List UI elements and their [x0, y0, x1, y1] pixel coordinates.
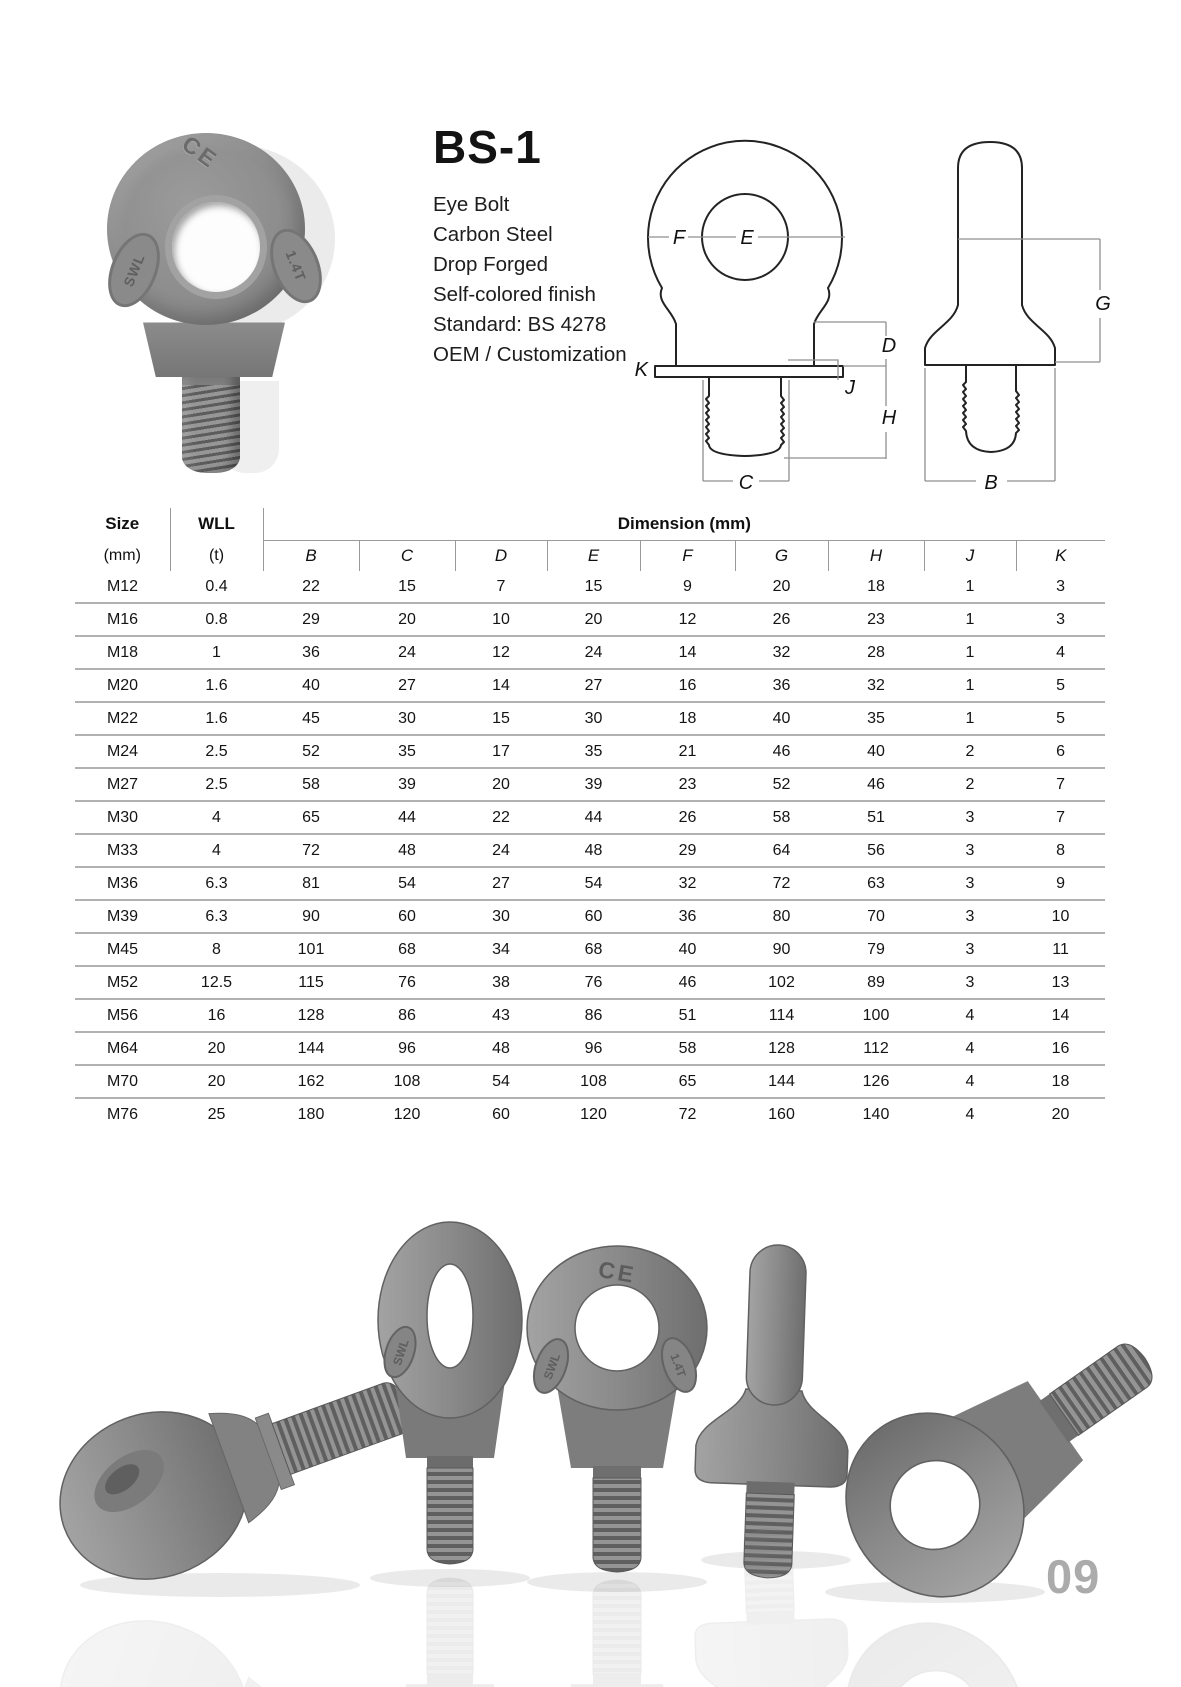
col-header-size-unit: (mm)	[75, 541, 170, 572]
dim-cell: 16	[640, 669, 735, 702]
dim-cell: 15	[359, 571, 455, 603]
dim-label-D: D	[881, 335, 897, 357]
dim-cell: 3	[1016, 603, 1105, 636]
dim-cell: 115	[263, 966, 359, 999]
dim-cell: 3	[924, 933, 1016, 966]
table-row	[75, 702, 1105, 735]
front-collar-plate	[655, 366, 843, 377]
dim-cell: 35	[547, 735, 640, 768]
dim-cell: 12	[640, 603, 735, 636]
table-row	[75, 768, 1105, 801]
dim-cell: 65	[640, 1065, 735, 1098]
wll-cell: 0.4	[170, 571, 263, 603]
dim-cell: 20	[547, 603, 640, 636]
dim-label-E: E	[740, 227, 754, 249]
dim-cell: 9	[1016, 867, 1105, 900]
eyebolt-lying-left	[36, 1326, 434, 1605]
dim-cell: 16	[1016, 1032, 1105, 1065]
dim-cell: 3	[924, 867, 1016, 900]
dim-label-H: H	[881, 407, 897, 429]
dim-cell: 52	[735, 768, 828, 801]
col-header-H: H	[828, 541, 924, 572]
dim-cell: 14	[640, 636, 735, 669]
dim-cell: 81	[263, 867, 359, 900]
col-header-D: D	[455, 541, 547, 572]
size-cell: M30	[75, 801, 170, 834]
dim-cell: 100	[828, 999, 924, 1032]
wll-cell: 1.6	[170, 702, 263, 735]
dim-cell: 54	[455, 1065, 547, 1098]
dim-cell: 27	[547, 669, 640, 702]
dim-cell: 3	[924, 900, 1016, 933]
ce-marking: CE	[177, 130, 224, 174]
dim-cell: 20	[359, 603, 455, 636]
dim-cell: 20	[735, 571, 828, 603]
page-number: 09	[1046, 1550, 1101, 1603]
dim-cell: 18	[1016, 1065, 1105, 1098]
dim-cell: 79	[828, 933, 924, 966]
ce-marking: CE	[596, 1255, 639, 1289]
size-cell: M24	[75, 735, 170, 768]
wll-cell: 16	[170, 999, 263, 1032]
dim-cell: 180	[297, 1105, 325, 1123]
dim-cell: 27	[455, 867, 547, 900]
dim-cell: 34	[455, 933, 547, 966]
dim-cell: 144	[735, 1065, 828, 1098]
dim-cell: 1	[924, 571, 1016, 603]
spec-table	[75, 508, 1105, 1130]
table-row	[75, 966, 1105, 999]
wll-marking: 1.4T	[667, 1351, 689, 1380]
table-row	[75, 900, 1105, 933]
size-cell: M52	[75, 966, 170, 999]
dim-cell: 36	[263, 636, 359, 669]
col-header-C: C	[359, 541, 455, 572]
col-header-K: K	[1016, 541, 1105, 572]
dim-cell: 72	[678, 1105, 697, 1123]
dim-cell: 36	[640, 900, 735, 933]
dim-cell: 140	[862, 1105, 890, 1123]
dim-cell: 58	[640, 1032, 735, 1065]
dim-cell: 2	[924, 735, 1016, 768]
dim-cell: 17	[455, 735, 547, 768]
dim-cell: 101	[263, 933, 359, 966]
dim-cell: 60	[547, 900, 640, 933]
table-row	[75, 735, 1105, 768]
dim-cell: 15	[455, 702, 547, 735]
dim-cell: 1	[924, 669, 1016, 702]
dim-cell: 28	[828, 636, 924, 669]
dim-cell: 48	[359, 834, 455, 867]
table-row	[75, 669, 1105, 702]
eyebolt-upright-large	[527, 1246, 707, 1572]
product-model: BS-1	[433, 121, 542, 173]
wll-cell: 1.6	[170, 669, 263, 702]
dim-cell: 30	[547, 702, 640, 735]
dim-cell: 128	[735, 1032, 828, 1065]
dim-cell: 3	[1016, 571, 1105, 603]
dim-cell: 162	[263, 1065, 359, 1098]
dim-cell: 72	[263, 834, 359, 867]
table-row	[75, 1065, 1105, 1098]
dim-cell: 54	[359, 867, 455, 900]
size-cell: M16	[75, 603, 170, 636]
wll-cell: 20	[170, 1065, 263, 1098]
front-view	[635, 141, 897, 494]
dim-cell: 20	[455, 768, 547, 801]
table-row	[75, 1032, 1105, 1065]
eyebolt-upright-slot	[378, 1222, 522, 1564]
size-cell: M20	[75, 669, 170, 702]
dim-cell: 11	[1016, 933, 1105, 966]
dim-cell: 40	[735, 702, 828, 735]
side-body	[925, 142, 1055, 365]
description-line: Self-colored finish	[433, 283, 596, 306]
swl-marking: SWL	[390, 1337, 412, 1368]
dim-cell: 24	[359, 636, 455, 669]
dim-cell: 48	[547, 834, 640, 867]
dim-cell: 1	[924, 636, 1016, 669]
wll-cell: 20	[170, 1032, 263, 1065]
dim-cell: 43	[455, 999, 547, 1032]
dim-cell: 52	[263, 735, 359, 768]
dim-cell: 38	[455, 966, 547, 999]
dim-cell: 56	[828, 834, 924, 867]
dim-cell: 54	[547, 867, 640, 900]
dim-cell: 68	[359, 933, 455, 966]
dim-cell: 30	[455, 900, 547, 933]
dim-label-G: G	[1095, 293, 1111, 315]
dim-cell: 76	[547, 966, 640, 999]
dim-cell: 58	[735, 801, 828, 834]
dim-cell: 46	[640, 966, 735, 999]
table-row	[75, 636, 1105, 669]
dim-cell: 32	[735, 636, 828, 669]
dim-cell: 70	[828, 900, 924, 933]
dim-cell: 36	[735, 669, 828, 702]
dim-cell: 26	[640, 801, 735, 834]
eyebolt-shank	[182, 373, 240, 473]
size-cell: M12	[75, 571, 170, 603]
dim-cell: 64	[735, 834, 828, 867]
wll-cell: 2.5	[170, 735, 263, 768]
dim-label-K: K	[634, 359, 648, 381]
size-cell: M18	[75, 636, 170, 669]
swl-marking: SWL	[120, 251, 148, 289]
wll-cell: 6.3	[170, 867, 263, 900]
dim-cell: 108	[359, 1065, 455, 1098]
dim-cell: 120	[393, 1105, 421, 1123]
table-row	[75, 867, 1105, 900]
dim-cell: 35	[828, 702, 924, 735]
description-line: Standard: BS 4278	[433, 313, 607, 336]
wll-cell: 6.3	[170, 900, 263, 933]
dim-cell: 14	[1016, 999, 1105, 1032]
size-cell: M76	[106, 1105, 139, 1123]
dim-cell: 7	[1016, 801, 1105, 834]
dim-cell: 27	[359, 669, 455, 702]
dim-cell: 80	[735, 900, 828, 933]
dim-cell: 4	[1016, 636, 1105, 669]
dim-cell: 15	[547, 571, 640, 603]
dim-cell: 45	[263, 702, 359, 735]
description-line: OEM / Customization	[433, 343, 627, 366]
size-cell: M36	[75, 867, 170, 900]
dim-cell: 6	[1016, 735, 1105, 768]
bottom-product-photo	[0, 1150, 1181, 1687]
dim-cell: 96	[547, 1032, 640, 1065]
dim-cell: 86	[547, 999, 640, 1032]
table-row	[75, 1098, 1105, 1130]
wll-cell: 12.5	[170, 966, 263, 999]
dim-cell: 30	[359, 702, 455, 735]
dim-cell: 58	[263, 768, 359, 801]
dim-cell: 120	[580, 1105, 607, 1123]
side-shank	[963, 365, 1019, 452]
description-line: Carbon Steel	[433, 223, 553, 246]
table-row	[75, 801, 1105, 834]
dim-cell: 3	[924, 966, 1016, 999]
dim-cell: 40	[828, 735, 924, 768]
dim-cell: 96	[359, 1032, 455, 1065]
dim-cell: 40	[640, 933, 735, 966]
size-cell: M56	[75, 999, 170, 1032]
dim-cell: 44	[547, 801, 640, 834]
description-line: Drop Forged	[433, 253, 549, 276]
dim-cell: 4	[924, 1065, 1016, 1098]
size-cell: M45	[75, 933, 170, 966]
dim-cell: 20	[1051, 1105, 1070, 1123]
size-cell: M22	[75, 702, 170, 735]
dim-cell: 89	[828, 966, 924, 999]
dim-cell: 114	[735, 999, 828, 1032]
dim-cell: 23	[640, 768, 735, 801]
dim-cell: 7	[455, 571, 547, 603]
dim-cell: 10	[455, 603, 547, 636]
dim-cell: 24	[455, 834, 547, 867]
dim-cell: 4	[924, 1032, 1016, 1065]
dim-cell: 18	[828, 571, 924, 603]
dim-cell: 26	[735, 603, 828, 636]
table-row	[75, 999, 1105, 1032]
swl-marking: SWL	[540, 1351, 564, 1382]
size-cell: M64	[75, 1032, 170, 1065]
dim-cell: 14	[455, 669, 547, 702]
dim-cell: 39	[547, 768, 640, 801]
wll-marking: 1.4T	[282, 248, 310, 284]
dim-cell: 60	[359, 900, 455, 933]
size-cell: M39	[75, 900, 170, 933]
dim-cell: 90	[263, 900, 359, 933]
dim-cell: 160	[768, 1105, 795, 1123]
dim-cell: 76	[359, 966, 455, 999]
wll-cell: 4	[170, 834, 263, 867]
col-header-wll-unit: (t)	[170, 541, 263, 572]
dim-cell: 18	[640, 702, 735, 735]
dim-cell: 86	[359, 999, 455, 1032]
dim-cell: 108	[547, 1065, 640, 1098]
dim-cell: 29	[640, 834, 735, 867]
description-line: Eye Bolt	[433, 193, 510, 216]
col-header-B: B	[263, 541, 359, 572]
col-header-dimension-group: Dimension (mm)	[263, 508, 1105, 541]
dim-cell: 3	[924, 834, 1016, 867]
dim-cell: 24	[547, 636, 640, 669]
spec-table-body	[75, 571, 1105, 1130]
dim-cell: 48	[455, 1032, 547, 1065]
dim-cell: 10	[1016, 900, 1105, 933]
dim-cell: 39	[359, 768, 455, 801]
dim-cell: 112	[828, 1032, 924, 1065]
dim-cell: 21	[640, 735, 735, 768]
dim-cell: 1	[924, 702, 1016, 735]
dim-cell: 7	[1016, 768, 1105, 801]
dim-label-C: C	[738, 472, 754, 494]
dim-cell: 13	[1016, 966, 1105, 999]
dim-cell: 46	[735, 735, 828, 768]
dim-cell: 1	[924, 603, 1016, 636]
dim-cell: 23	[828, 603, 924, 636]
dim-cell: 5	[1016, 669, 1105, 702]
wll-cell: 8	[170, 933, 263, 966]
wll-cell: 0.8	[170, 603, 263, 636]
dim-cell: 4	[965, 1105, 975, 1123]
dim-cell: 22	[455, 801, 547, 834]
size-cell: M33	[75, 834, 170, 867]
dim-cell: 46	[828, 768, 924, 801]
dim-cell: 72	[735, 867, 828, 900]
dim-cell: 8	[1016, 834, 1105, 867]
dim-cell: 12	[455, 636, 547, 669]
table-row	[75, 571, 1105, 603]
wll-cell: 25	[207, 1105, 226, 1123]
side-view	[925, 142, 1111, 494]
dim-cell: 51	[828, 801, 924, 834]
dim-cell: 32	[640, 867, 735, 900]
dim-cell: 22	[263, 571, 359, 603]
dim-cell: 128	[263, 999, 359, 1032]
dim-cell: 35	[359, 735, 455, 768]
dim-cell: 63	[828, 867, 924, 900]
size-cell: M70	[75, 1065, 170, 1098]
table-row	[75, 834, 1105, 867]
col-header-E: E	[547, 541, 640, 572]
dim-cell: 65	[263, 801, 359, 834]
table-row	[75, 933, 1105, 966]
dim-cell: 68	[547, 933, 640, 966]
dim-cell: 29	[263, 603, 359, 636]
dim-cell: 51	[640, 999, 735, 1032]
technical-drawing	[580, 105, 1125, 505]
dim-label-F: F	[672, 227, 686, 249]
dim-cell: 32	[828, 669, 924, 702]
dim-cell: 44	[359, 801, 455, 834]
dim-cell: 5	[1016, 702, 1105, 735]
wll-cell: 1	[170, 636, 263, 669]
dim-cell: 4	[924, 999, 1016, 1032]
dim-cell: 144	[263, 1032, 359, 1065]
wll-cell: 2.5	[170, 768, 263, 801]
col-header-J: J	[924, 541, 1016, 572]
dim-label-J: J	[845, 377, 855, 399]
table-row	[75, 603, 1105, 636]
dim-cell: 3	[924, 801, 1016, 834]
dim-cell: 60	[492, 1105, 510, 1123]
col-header-wll: WLL	[170, 508, 263, 541]
dim-cell: 90	[735, 933, 828, 966]
front-shank	[706, 377, 784, 456]
col-header-F: F	[640, 541, 735, 572]
col-header-G: G	[735, 541, 828, 572]
product-photo	[85, 103, 347, 481]
dim-cell: 102	[735, 966, 828, 999]
col-header-size: Size	[75, 508, 170, 541]
size-cell: M27	[75, 768, 170, 801]
dim-cell: 2	[924, 768, 1016, 801]
dim-cell: 126	[828, 1065, 924, 1098]
dim-cell: 40	[263, 669, 359, 702]
dim-cell: 9	[640, 571, 735, 603]
wll-cell: 4	[170, 801, 263, 834]
eyebolt-collar	[143, 319, 285, 377]
dim-label-B: B	[984, 472, 998, 494]
eyebolt-eye-hole	[165, 195, 267, 299]
